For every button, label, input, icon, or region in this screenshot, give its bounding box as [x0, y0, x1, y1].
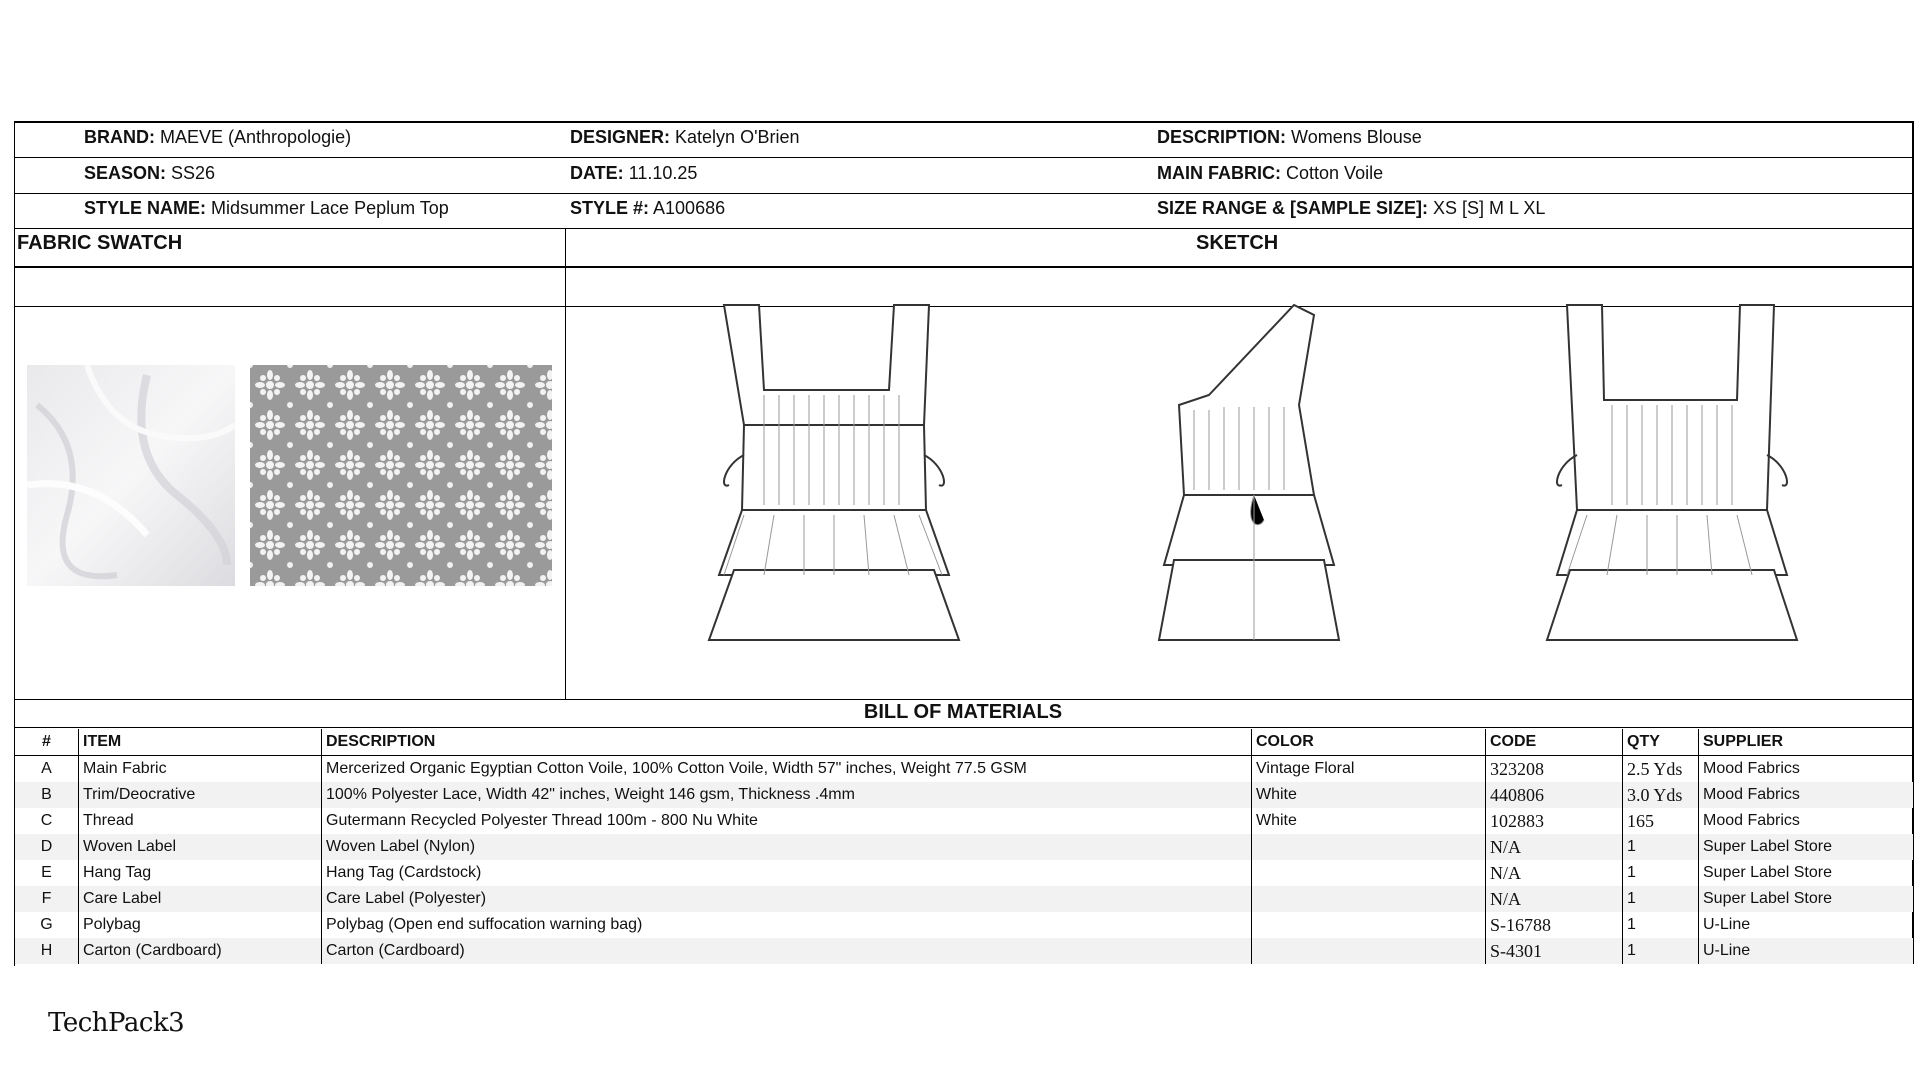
table-cell-item: Care Label: [79, 886, 322, 912]
divider: [14, 699, 1912, 700]
table-cell-item: Woven Label: [79, 834, 322, 860]
voile-fabric-swatch: [27, 365, 235, 586]
back-view-sketch: [1542, 295, 1802, 650]
table-cell-qty: 1: [1623, 834, 1699, 860]
col-header: QTY: [1623, 729, 1699, 756]
table-cell-code: S-4301: [1486, 938, 1623, 964]
table-cell-qty: 2.5 Yds: [1623, 756, 1699, 783]
table-cell-supplier: Mood Fabrics: [1699, 756, 1913, 783]
col-header: CODE: [1486, 729, 1623, 756]
table-cell-description: Care Label (Polyester): [322, 886, 1252, 912]
table-cell-description: Woven Label (Nylon): [322, 834, 1252, 860]
table-cell-color: [1252, 912, 1486, 938]
fabric-swatch-title: FABRIC SWATCH: [17, 232, 183, 254]
table-cell-supplier: U-Line: [1699, 912, 1913, 938]
col-header: #: [15, 729, 79, 756]
table-cell-item: Trim/Deocrative: [79, 782, 322, 808]
col-header: SUPPLIER: [1699, 729, 1913, 756]
table-cell-code: 102883: [1486, 808, 1623, 834]
table-row: [15, 834, 1913, 860]
side-view-sketch: [1144, 295, 1354, 650]
table-cell-description: Polybag (Open end suffocation warning bag): [322, 912, 1252, 938]
bom-table: [14, 729, 1913, 964]
table-cell-code: S-16788: [1486, 912, 1623, 938]
col-header: ITEM: [79, 729, 322, 756]
sketch-title: SKETCH: [1196, 232, 1279, 254]
table-cell-qty: 1: [1623, 886, 1699, 912]
table-cell-color: [1252, 834, 1486, 860]
designer-field: DESIGNER: Katelyn O'Brien: [570, 127, 800, 147]
divider: [14, 157, 1912, 158]
table-cell-item: Main Fabric: [79, 756, 322, 783]
table-cell-supplier: Super Label Store: [1699, 834, 1913, 860]
style-number-field: STYLE #: A100686: [570, 198, 726, 218]
table-cell-color: [1252, 886, 1486, 912]
divider: [14, 228, 1912, 229]
table-cell-id: A: [15, 756, 79, 783]
table-cell-supplier: U-Line: [1699, 938, 1913, 964]
front-view-sketch: [704, 295, 964, 650]
table-row: [15, 782, 1913, 808]
page-footer-title: TechPack3: [48, 1008, 185, 1038]
table-cell-qty: 1: [1623, 860, 1699, 886]
table-cell-code: 323208: [1486, 756, 1623, 783]
table-cell-id: G: [15, 912, 79, 938]
table-cell-color: Vintage Floral: [1252, 756, 1486, 783]
table-cell-id: E: [15, 860, 79, 886]
col-header: COLOR: [1252, 729, 1486, 756]
table-cell-item: Carton (Cardboard): [79, 938, 322, 964]
table-cell-description: Gutermann Recycled Polyester Thread 100m - 800 Nu White: [322, 808, 1252, 834]
size-range-field: SIZE RANGE & [SAMPLE SIZE]: XS [S] M L XL: [1157, 198, 1546, 218]
divider: [14, 267, 1912, 268]
table-row: [15, 912, 1913, 938]
table-cell-supplier: Super Label Store: [1699, 860, 1913, 886]
table-row: [15, 938, 1913, 964]
table-cell-qty: 1: [1623, 912, 1699, 938]
bom-header-row: [15, 729, 1913, 756]
main-fabric-field: MAIN FABRIC: Cotton Voile: [1157, 163, 1384, 183]
table-cell-description: 100% Polyester Lace, Width 42" inches, Weight 146 gsm, Thickness .4mm: [322, 782, 1252, 808]
table-cell-supplier: Mood Fabrics: [1699, 782, 1913, 808]
table-row: [15, 808, 1913, 834]
table-row: [15, 886, 1913, 912]
divider: [14, 193, 1912, 194]
table-cell-supplier: Mood Fabrics: [1699, 808, 1913, 834]
table-cell-description: Carton (Cardboard): [322, 938, 1252, 964]
table-cell-qty: 1: [1623, 938, 1699, 964]
table-cell-item: Thread: [79, 808, 322, 834]
table-cell-description: Mercerized Organic Egyptian Cotton Voile, 100% Cotton Voile, Width 57" inches, Weight 77.5 GSM: [322, 756, 1252, 783]
table-cell-color: White: [1252, 782, 1486, 808]
table-cell-qty: 3.0 Yds: [1623, 782, 1699, 808]
table-cell-id: C: [15, 808, 79, 834]
table-cell-code: 440806: [1486, 782, 1623, 808]
table-cell-qty: 165: [1623, 808, 1699, 834]
eyelet-lace-swatch: [250, 365, 552, 586]
table-cell-item: Polybag: [79, 912, 322, 938]
table-cell-id: B: [15, 782, 79, 808]
table-row: [15, 860, 1913, 886]
style-name-field: STYLE NAME: Midsummer Lace Peplum Top: [84, 198, 449, 218]
table-cell-id: D: [15, 834, 79, 860]
table-cell-color: [1252, 938, 1486, 964]
table-cell-code: N/A: [1486, 834, 1623, 860]
brand-field: BRAND: MAEVE (Anthropologie): [84, 127, 352, 147]
table-row: [15, 756, 1913, 783]
bom-title: BILL OF MATERIALS: [863, 701, 1063, 723]
table-cell-supplier: Super Label Store: [1699, 886, 1913, 912]
season-field: SEASON: SS26: [84, 163, 216, 183]
description-field: DESCRIPTION: Womens Blouse: [1157, 127, 1422, 147]
divider: [14, 727, 1912, 728]
table-cell-id: H: [15, 938, 79, 964]
table-cell-color: White: [1252, 808, 1486, 834]
tech-pack-sheet: [14, 121, 1914, 964]
table-cell-item: Hang Tag: [79, 860, 322, 886]
table-cell-code: N/A: [1486, 886, 1623, 912]
table-cell-color: [1252, 860, 1486, 886]
date-field: DATE: 11.10.25: [570, 163, 698, 183]
divider: [14, 266, 1912, 267]
table-cell-code: N/A: [1486, 860, 1623, 886]
table-cell-description: Hang Tag (Cardstock): [322, 860, 1252, 886]
table-cell-id: F: [15, 886, 79, 912]
col-header: DESCRIPTION: [322, 729, 1252, 756]
divider: [565, 229, 566, 699]
